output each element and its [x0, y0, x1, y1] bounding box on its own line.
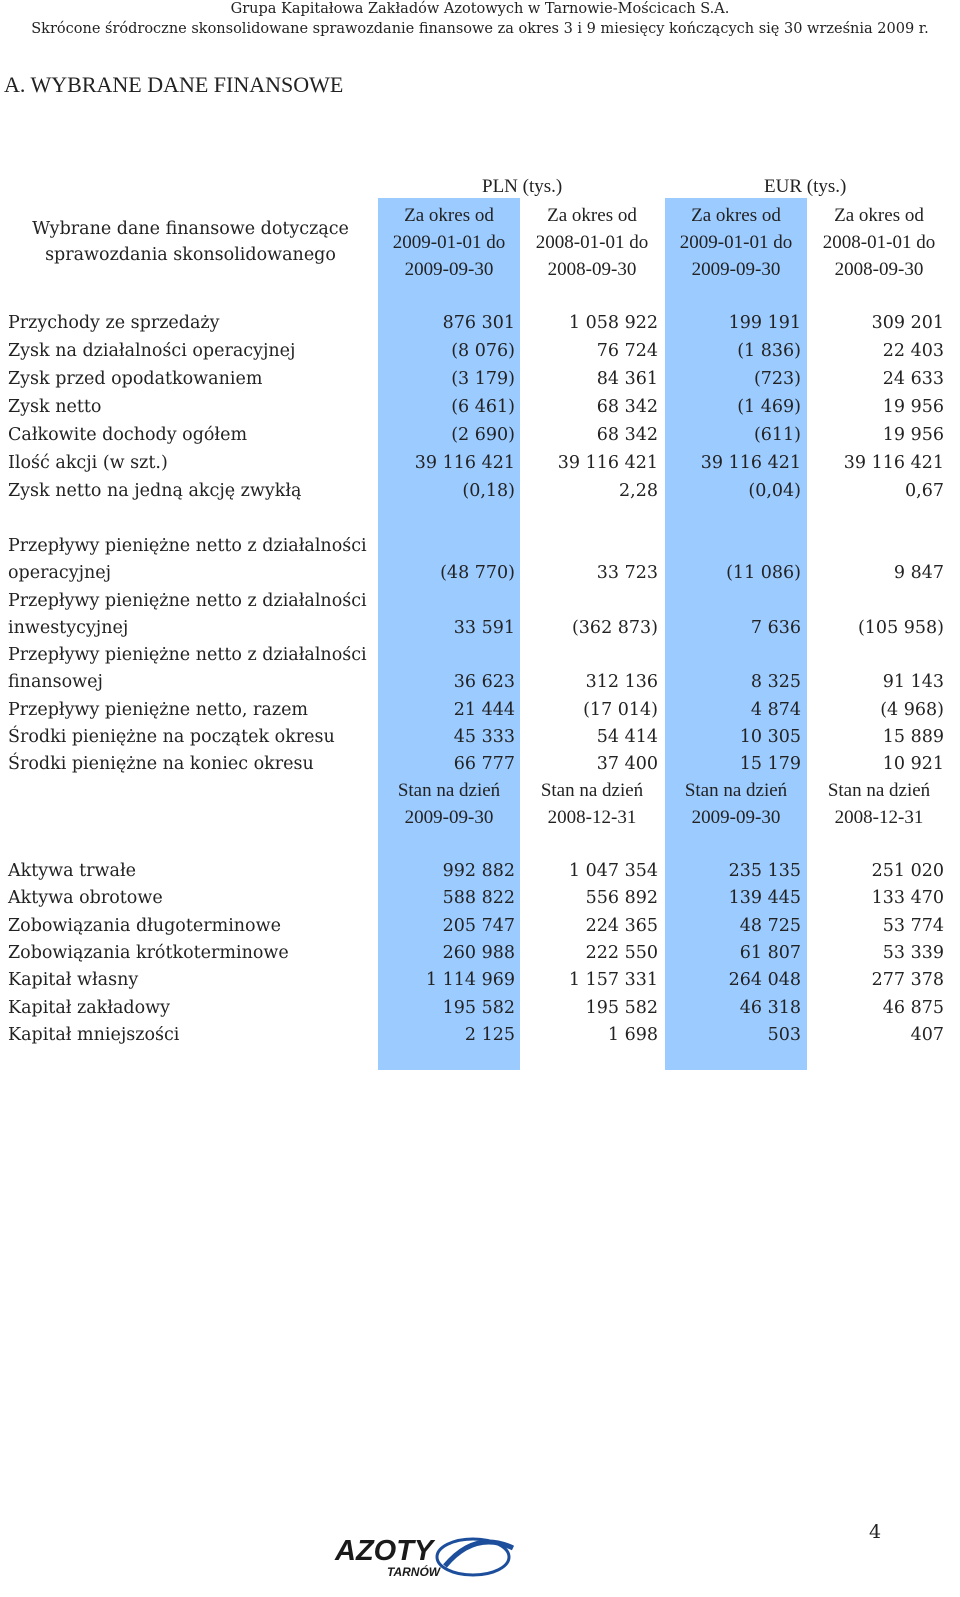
- row-value: 1 047 354: [568, 861, 658, 881]
- balance-header-1: [378, 777, 520, 831]
- row-value: 19 956: [882, 425, 944, 445]
- balance-header-line: Stan na dzień: [684, 780, 788, 801]
- balance-header-2: [521, 777, 663, 831]
- balance-header-line: 2009-09-30: [404, 807, 494, 828]
- row-value: 39 116 421: [700, 453, 801, 473]
- row-value: (105 958): [857, 617, 944, 638]
- row-value: 39 116 421: [414, 453, 515, 473]
- period-header-1: [378, 202, 520, 283]
- period-header-line: 2009-09-30: [404, 259, 494, 280]
- azoty-logo: [325, 1520, 525, 1585]
- row-value: (48 770): [440, 563, 515, 583]
- logo-subtext: TARNÓW: [387, 1565, 441, 1579]
- row-value: 235 135: [728, 861, 801, 881]
- balance-header-line: 2008-12-31: [834, 807, 924, 828]
- row-value: 588 822: [442, 888, 515, 909]
- row-value: 39 116 421: [557, 453, 658, 473]
- logo-text: AZOTY: [335, 1535, 434, 1567]
- row-value: 195 582: [442, 997, 515, 1018]
- row-value: 84 361: [596, 369, 658, 389]
- row-value: 45 333: [453, 727, 515, 748]
- table-title: [8, 216, 373, 268]
- balance-header-line: Stan na dzień: [540, 780, 644, 801]
- row-value: 46 318: [739, 997, 801, 1018]
- row-value: 4 874: [750, 699, 801, 720]
- row-label: Kapitał własny: [8, 970, 139, 991]
- row-value: 133 470: [871, 888, 944, 909]
- row-value: (1 836): [737, 341, 801, 361]
- row-value: 7 636: [750, 617, 801, 638]
- row-value: (0,18): [462, 481, 515, 501]
- row-value: 19 956: [882, 397, 944, 417]
- row-value: 10 921: [882, 754, 944, 775]
- row-label: finansowej: [8, 672, 103, 693]
- row-value: 251 020: [871, 861, 944, 881]
- row-value: (362 873): [571, 617, 658, 638]
- row-value: (2 690): [451, 425, 515, 445]
- row-value: 91 143: [882, 672, 944, 693]
- row-value: 33 591: [453, 617, 515, 638]
- balance-header-line: Stan na dzień: [397, 780, 501, 801]
- row-label: Zysk netto na jedną akcję zwykłą: [8, 481, 302, 501]
- row-value: 1 114 969: [425, 970, 515, 991]
- row-value: (17 014): [583, 699, 658, 720]
- period-header-line: 2008-09-30: [547, 259, 637, 280]
- row-value: (4 968): [880, 699, 944, 720]
- row-value: 195 582: [585, 997, 658, 1018]
- row-label: Zobowiązania długoterminowe: [8, 915, 281, 936]
- row-label: operacyjnej: [8, 563, 112, 583]
- row-value: 1 058 922: [568, 313, 658, 333]
- table-title-line: Wybrane dane finansowe dotyczące: [32, 219, 349, 239]
- row-label: Przepływy pieniężne netto z działalności: [8, 536, 367, 556]
- row-label: inwestycyjnej: [8, 617, 129, 638]
- row-value: 76 724: [596, 341, 658, 361]
- row-value: 224 365: [585, 915, 658, 936]
- balance-header-line: Stan na dzień: [827, 780, 931, 801]
- row-value: 312 136: [585, 672, 658, 693]
- row-value: 33 723: [596, 563, 658, 583]
- row-value: 2,28: [619, 481, 658, 501]
- row-value: 53 774: [882, 915, 944, 936]
- row-value: 66 777: [453, 754, 515, 775]
- row-label: Przepływy pieniężne netto z działalności: [8, 645, 367, 666]
- row-value: 2 125: [464, 1024, 515, 1045]
- row-value: 992 882: [442, 861, 515, 881]
- period-header-line: Za okres od: [691, 205, 781, 226]
- row-label: Całkowite dochody ogółem: [8, 425, 248, 445]
- table-title-line: sprawozdania skonsolidowanego: [45, 245, 336, 265]
- period-header-2: [521, 202, 663, 283]
- row-value: 39 116 421: [843, 453, 944, 473]
- balance-header-4: [808, 777, 950, 831]
- period-header-line: 2009-09-30: [691, 259, 781, 280]
- row-value: 36 623: [453, 672, 515, 693]
- row-label: Zysk przed opodatkowaniem: [8, 369, 263, 389]
- row-value: 21 444: [453, 699, 515, 720]
- row-value: 61 807: [739, 942, 801, 963]
- row-value: 68 342: [596, 397, 658, 417]
- row-value: 48 725: [739, 915, 801, 936]
- row-value: 277 378: [871, 970, 944, 991]
- row-value: (611): [753, 425, 801, 445]
- row-value: 0,67: [905, 481, 944, 501]
- row-value: (11 086): [726, 563, 801, 583]
- row-value: 205 747: [442, 915, 515, 936]
- row-label: Kapitał zakładowy: [8, 997, 170, 1018]
- balance-header-line: 2008-12-31: [547, 807, 637, 828]
- row-value: 1 698: [607, 1024, 658, 1045]
- balance-header-line: 2009-09-30: [691, 807, 781, 828]
- period-header-4: [808, 202, 950, 283]
- row-value: 503: [767, 1024, 801, 1045]
- header-report-title: Skrócone śródroczne skonsolidowane sprawozdanie finansowe za okres 3 i 9 miesięcy kończących się 30 września 2009 r.: [31, 21, 929, 37]
- row-value: 37 400: [596, 754, 658, 775]
- row-value: (3 179): [451, 369, 515, 389]
- row-label: Kapitał mniejszości: [8, 1024, 180, 1045]
- section-title: A. WYBRANE DANE FINANSOWE: [4, 72, 344, 97]
- row-value: 309 201: [871, 313, 944, 333]
- row-value: 9 847: [893, 563, 944, 583]
- row-label: Środki pieniężne na początek okresu: [8, 727, 335, 748]
- row-value: (723): [753, 369, 801, 389]
- row-value: 556 892: [585, 888, 658, 909]
- row-label: Przepływy pieniężne netto z działalności: [8, 590, 367, 611]
- row-value: 53 339: [882, 942, 944, 963]
- row-value: (8 076): [451, 341, 515, 361]
- row-value: (0,04): [748, 481, 801, 501]
- row-value: 68 342: [596, 425, 658, 445]
- period-header-3: [665, 202, 807, 283]
- currency-eur-header: EUR (tys.): [764, 176, 847, 197]
- row-value: (6 461): [451, 397, 515, 417]
- row-value: 22 403: [882, 341, 944, 361]
- page-number: 4: [869, 1521, 882, 1543]
- period-header-line: Za okres od: [547, 205, 637, 226]
- row-value: 15 889: [882, 727, 944, 748]
- balance-header-3: [665, 777, 807, 831]
- header-company: Grupa Kapitałowa Zakładów Azotowych w Tarnowie-Mościcach S.A.: [230, 1, 730, 17]
- period-header-line: Za okres od: [834, 205, 924, 226]
- period-header-line: 2008-01-01 do: [535, 232, 649, 253]
- row-value: 8 325: [750, 672, 801, 693]
- row-value: 139 445: [728, 888, 801, 909]
- row-value: 407: [910, 1024, 944, 1045]
- row-label: Przepływy pieniężne netto, razem: [8, 699, 309, 720]
- row-value: 10 305: [739, 727, 801, 748]
- row-value: 260 988: [442, 942, 515, 963]
- period-header-line: 2008-09-30: [834, 259, 924, 280]
- row-label: Ilość akcji (w szt.): [8, 453, 168, 473]
- row-value: (1 469): [737, 397, 801, 417]
- period-header-line: 2008-01-01 do: [822, 232, 936, 253]
- row-value: 199 191: [728, 313, 801, 333]
- row-value: 264 048: [728, 970, 801, 991]
- row-value: 54 414: [596, 727, 658, 748]
- row-value: 1 157 331: [568, 970, 658, 991]
- period-header-line: Za okres od: [404, 205, 494, 226]
- row-label: Zysk netto: [8, 397, 102, 417]
- row-value: 46 875: [882, 997, 944, 1018]
- period-header-line: 2009-01-01 do: [679, 232, 793, 253]
- row-value: 24 633: [882, 369, 944, 389]
- row-label: Przychody ze sprzedaży: [8, 313, 220, 333]
- row-value: 222 550: [585, 942, 658, 963]
- row-value: 15 179: [739, 754, 801, 775]
- row-value: 876 301: [442, 313, 515, 333]
- period-header-line: 2009-01-01 do: [392, 232, 506, 253]
- row-label: Aktywa obrotowe: [8, 888, 163, 909]
- row-label: Aktywa trwałe: [8, 861, 136, 881]
- currency-pln-header: PLN (tys.): [482, 176, 563, 197]
- row-label: Środki pieniężne na koniec okresu: [8, 754, 314, 775]
- row-label: Zysk na działalności operacyjnej: [8, 341, 296, 361]
- row-label: Zobowiązania krótkoterminowe: [8, 942, 289, 963]
